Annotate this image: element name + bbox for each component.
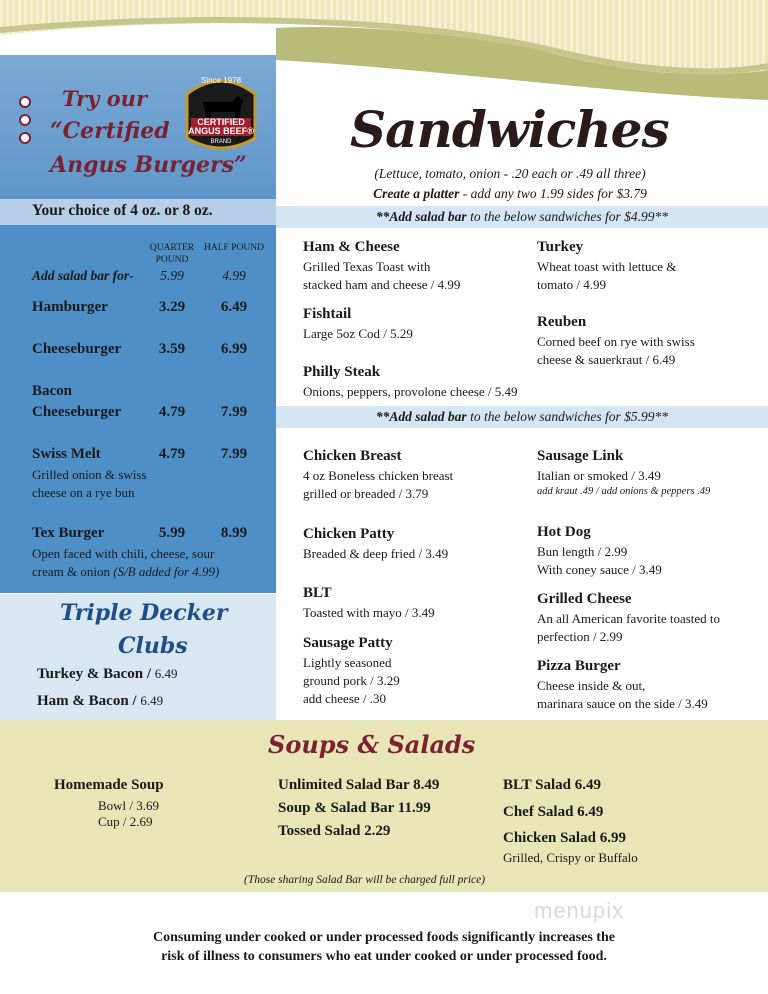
logo-brand: BRAND xyxy=(210,139,232,145)
burger-price-quarter: 3.29 xyxy=(158,299,186,315)
sandwich-desc: ground pork / 3.29 xyxy=(303,673,400,688)
soups-salads-title: Soups & Salads xyxy=(268,730,476,759)
sandwich-desc: Wheat toast with lettuce & xyxy=(537,259,677,274)
sandwich-name: Fishtail xyxy=(303,306,352,322)
burger-headline-1: Try our xyxy=(62,86,148,111)
sandwich-desc: An all American favorite toasted to xyxy=(537,611,721,626)
sandwich-name: Reuben xyxy=(537,314,587,330)
tex-burger-desc-1: Open faced with chili, cheese, sour xyxy=(32,546,215,561)
quarter-pound-header: QUARTER POUND xyxy=(149,243,195,265)
clubs-title-2: Clubs xyxy=(118,633,188,659)
salad-item: BLT Salad 6.49 xyxy=(503,777,601,793)
clubs-title-1: Triple Decker xyxy=(60,600,228,626)
decorative-dots xyxy=(19,96,31,150)
sandwiches-title: Sandwiches xyxy=(350,100,669,159)
salad-bar-band-1: **Add salad bar to the below sandwiches for $4.99** xyxy=(276,206,768,228)
burger-price-quarter: 4.79 xyxy=(158,446,186,462)
club-turkey-bacon: Turkey & Bacon / 6.49 xyxy=(37,666,178,682)
salad-bar-item: Unlimited Salad Bar 8.49 xyxy=(278,777,440,793)
logo-since: Since 1978 xyxy=(200,76,242,85)
sandwich-name: Grilled Cheese xyxy=(537,591,632,607)
sandwich-name: Turkey xyxy=(537,239,584,255)
burger-headline-3: Angus Burgers” xyxy=(50,152,247,178)
sandwich-desc: tomato / 4.99 xyxy=(537,277,606,292)
sandwich-desc: 4 oz Boneless chicken breast xyxy=(303,468,454,483)
burger-price-quarter: 5.99 xyxy=(158,525,186,541)
sandwich-desc: marinara sauce on the side / 3.49 xyxy=(537,696,708,711)
sandwich-desc: Breaded & deep fried / 3.49 xyxy=(303,546,449,561)
sandwich-desc: perfection / 2.99 xyxy=(537,629,623,644)
burger-name-bacon-line2: Cheeseburger xyxy=(32,404,122,420)
soup-cup-price: Cup / 2.69 xyxy=(98,814,153,829)
sandwich-name: Chicken Patty xyxy=(303,526,395,542)
sandwich-desc: grilled or breaded / 3.79 xyxy=(303,486,429,501)
sandwich-desc: Italian or smoked / 3.49 xyxy=(537,468,661,483)
certified-angus-beef-logo xyxy=(181,72,261,154)
salad-bar-item: Soup & Salad Bar 11.99 xyxy=(278,800,431,816)
burger-name-tex: Tex Burger xyxy=(32,525,105,541)
sandwich-desc: With coney sauce / 3.49 xyxy=(537,562,662,577)
disclaimer-line-1: Consuming under cooked or under processed foods significantly increases the xyxy=(153,930,615,945)
homemade-soup-title: Homemade Soup xyxy=(54,777,164,793)
sandwich-desc: Onions, peppers, provolone cheese / 5.49 xyxy=(303,384,518,399)
sandwich-name: Ham & Cheese xyxy=(303,239,400,255)
burger-price-half: 7.99 xyxy=(220,404,248,420)
sandwich-desc: Large 5oz Cod / 5.29 xyxy=(303,326,413,341)
burger-name-cheeseburger: Cheeseburger xyxy=(32,341,122,357)
swiss-melt-desc-2: cheese on a rye bun xyxy=(32,485,135,500)
add-salad-label: Add salad bar for- xyxy=(32,268,134,283)
size-choice-text: Your choice of 4 oz. or 8 oz. xyxy=(32,202,213,219)
salad-bar-band-2: **Add salad bar to the below sandwiches for $5.99** xyxy=(276,406,768,428)
salad-quarter-price: 5.99 xyxy=(160,268,184,283)
sandwich-platter-note: Create a platter - add any two 1.99 sides for $3.79 xyxy=(373,186,647,201)
burger-name-bacon-line1: Bacon xyxy=(32,383,73,399)
sandwich-desc: add cheese / .30 xyxy=(303,691,387,706)
logo-angus-beef: ANGUS BEEF® xyxy=(188,126,254,136)
sandwich-desc: Toasted with mayo / 3.49 xyxy=(303,605,435,620)
sandwich-toppings-note: (Lettuce, tomato, onion - .20 each or .49 all three) xyxy=(374,166,646,181)
salad-sharing-note: (Those sharing Salad Bar will be charged full price) xyxy=(244,874,486,886)
logo-certified: CERTIFIED xyxy=(197,117,245,127)
sandwich-desc: stacked ham and cheese / 4.99 xyxy=(303,277,461,292)
sandwich-name: Philly Steak xyxy=(303,364,381,380)
burger-name-swiss-melt: Swiss Melt xyxy=(32,446,101,462)
tex-burger-desc-2: cream & onion (S/B added for 4.99) xyxy=(32,564,220,579)
sandwich-desc: Bun length / 2.99 xyxy=(537,544,628,559)
burger-price-half: 6.49 xyxy=(220,299,248,315)
burger-price-quarter: 4.79 xyxy=(158,404,186,420)
half-pound-header: HALF POUND xyxy=(204,243,264,253)
salad-half-price: 4.99 xyxy=(222,268,246,283)
chicken-salad-options: Grilled, Crispy or Buffalo xyxy=(503,850,638,865)
burger-price-half: 8.99 xyxy=(220,525,248,541)
sandwich-name: Hot Dog xyxy=(537,524,591,540)
sandwich-name: Sausage Patty xyxy=(303,635,393,651)
swiss-melt-desc-1: Grilled onion & swiss xyxy=(32,467,147,482)
sandwich-desc: Grilled Texas Toast with xyxy=(303,259,431,274)
disclaimer-line-2: risk of illness to consumers who eat under cooked or under processed food. xyxy=(161,949,607,964)
sandwich-addon-note: add kraut .49 / add onions & peppers .49 xyxy=(537,486,711,497)
burger-headline-2: “Certified xyxy=(50,118,170,144)
burger-name-hamburger: Hamburger xyxy=(32,299,108,315)
burger-price-half: 6.99 xyxy=(220,341,248,357)
club-ham-bacon: Ham & Bacon / 6.49 xyxy=(37,693,164,709)
sandwich-name: Pizza Burger xyxy=(537,658,621,674)
sandwich-name: Sausage Link xyxy=(537,448,624,464)
salad-item: Chicken Salad 6.99 xyxy=(503,830,626,846)
sandwich-desc: Corned beef on rye with swiss xyxy=(537,334,695,349)
salad-item: Chef Salad 6.49 xyxy=(503,804,604,820)
sandwich-desc: Cheese inside & out, xyxy=(537,678,646,693)
sandwich-name: Chicken Breast xyxy=(303,448,402,464)
burger-price-half: 7.99 xyxy=(220,446,248,462)
soup-bowl-price: Bowl / 3.69 xyxy=(98,798,160,813)
salad-bar-item: Tossed Salad 2.29 xyxy=(278,823,391,839)
sandwich-name: BLT xyxy=(303,585,332,601)
sandwich-desc: cheese & sauerkraut / 6.49 xyxy=(537,352,676,367)
menupix-watermark: menupix xyxy=(534,898,625,923)
burger-price-quarter: 3.59 xyxy=(158,341,186,357)
sandwich-desc: Lightly seasoned xyxy=(303,655,392,670)
